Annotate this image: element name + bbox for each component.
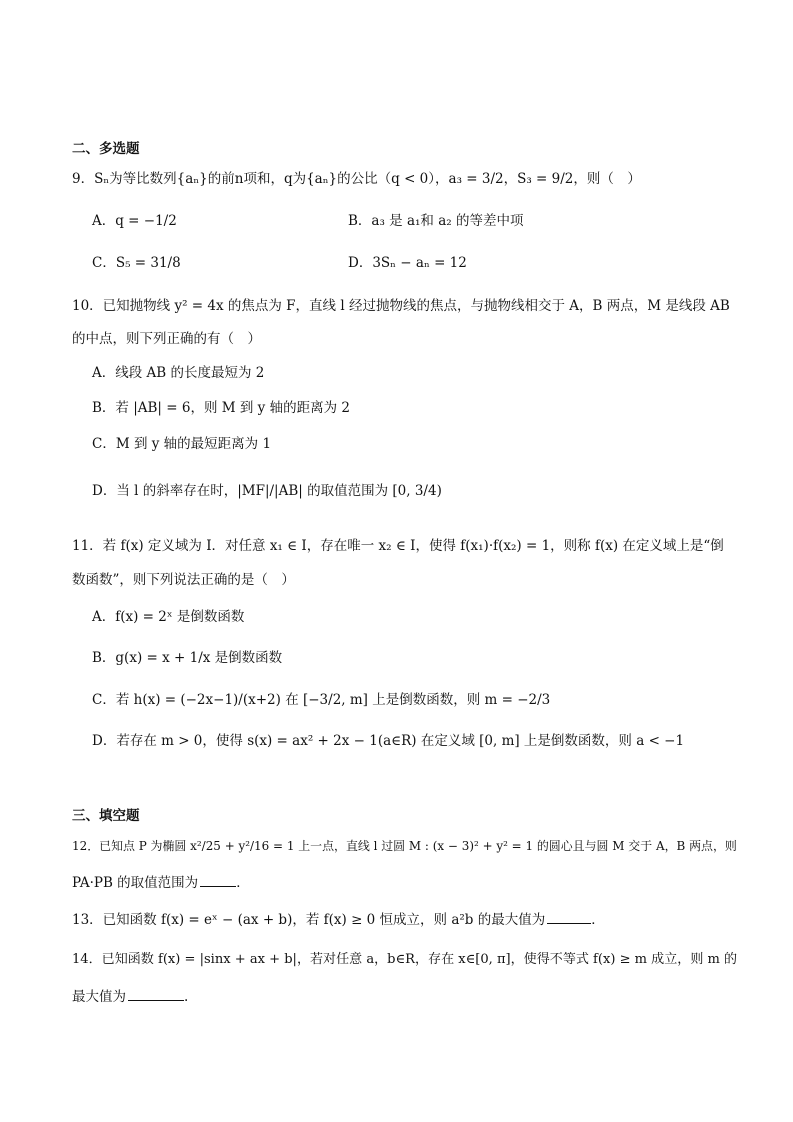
q10-option-d: D．当 l 的斜率存在时，|MF|/|AB| 的取值范围为 [0, 3/4) (92, 483, 442, 499)
q12-stem-line1: 12．已知点 P 为椭圆 x²/25 + y²/16 = 1 上一点，直线 l 过圆 M : (x − 3)² + y² = 1 的圆心且与圆 M 交于 A，B 两点，则 (72, 839, 737, 853)
q11-option-b: B．g(x) = x + 1/x 是倒数函数 (92, 650, 283, 666)
q9-option-c: C．S₅ = 31/8 (92, 255, 181, 271)
q9-option-b: B．a₃ 是 a₁和 a₂ 的等差中项 (348, 213, 524, 229)
q11-option-a: A．f(x) = 2ˣ 是倒数函数 (92, 609, 245, 625)
q11-option-d: D．若存在 m > 0，使得 s(x) = ax² + 2x − 1(a∈R) 在定义域 [0, m] 上是倒数函数，则 a < −1 (92, 733, 685, 749)
section-3-title: 三、填空题 (72, 808, 140, 824)
q10-option-b: B．若 |AB| = 6，则 M 到 y 轴的距离为 2 (92, 400, 350, 416)
q11-option-c: C．若 h(x) = (−2x−1)/(x+2) 在 [−3/2, m] 上是倒数函数，则 m = −2/3 (92, 692, 551, 708)
q9-option-d: D．3Sₙ − aₙ = 12 (348, 255, 467, 271)
q9-option-a: A．q = −1/2 (92, 213, 177, 229)
q13-stem-text: 13．已知函数 f(x) = eˣ − (ax + b)，若 f(x) ≥ 0 恒成立，则 a²b 的最大值为 (72, 912, 546, 928)
q10-stem-line1: 10．已知抛物线 y² = 4x 的焦点为 F，直线 l 经过抛物线的焦点，与抛物线相交于 A，B 两点，M 是线段 AB (72, 298, 730, 314)
q12-stem-text: PA·PB 的取值范围为 (72, 875, 199, 891)
q14-stem-line2 (72, 986, 188, 1007)
q13-stem-line (72, 909, 605, 930)
q9-stem: 9．Sₙ为等比数列{aₙ}的前n项和，q为{aₙ}的公比（q < 0），a₃ = 3/2，S₃ = 9/2，则（ ） (72, 171, 641, 187)
q10-option-c: C．M 到 y 轴的最短距离为 1 (92, 436, 272, 452)
q14-end-mark: . (184, 989, 189, 1005)
section-2-title: 二、多选题 (72, 141, 140, 157)
q12-stem-line2 (72, 872, 250, 893)
q10-option-a: A．线段 AB 的长度最短为 2 (92, 365, 265, 381)
q13-answer-blank[interactable] (547, 909, 591, 924)
q10-stem-line2: 的中点，则下列正确的有（ ） (72, 331, 261, 347)
q14-stem-line1: 14．已知函数 f(x) = |sinx + ax + b|，若对任意 a，b∈R，存在 x∈[0, π]，使得不等式 f(x) ≥ m 成立，则 m 的 (72, 952, 738, 967)
q11-stem-line2: 数函数”，则下列说法正确的是（ ） (72, 572, 295, 588)
q11-stem-line1: 11．若 f(x) 定义域为 I．对任意 x₁ ∈ I，存在唯一 x₂ ∈ I，使得 f(x₁)·f(x₂) = 1，则称 f(x) 在定义域上是“倒 (72, 538, 724, 554)
q12-answer-blank[interactable] (200, 872, 236, 887)
q14-stem-text: 最大值为 (72, 989, 126, 1005)
q13-end-mark: ． (591, 912, 605, 928)
q12-end-mark: ． (236, 875, 250, 891)
q14-answer-blank[interactable] (128, 986, 184, 1001)
